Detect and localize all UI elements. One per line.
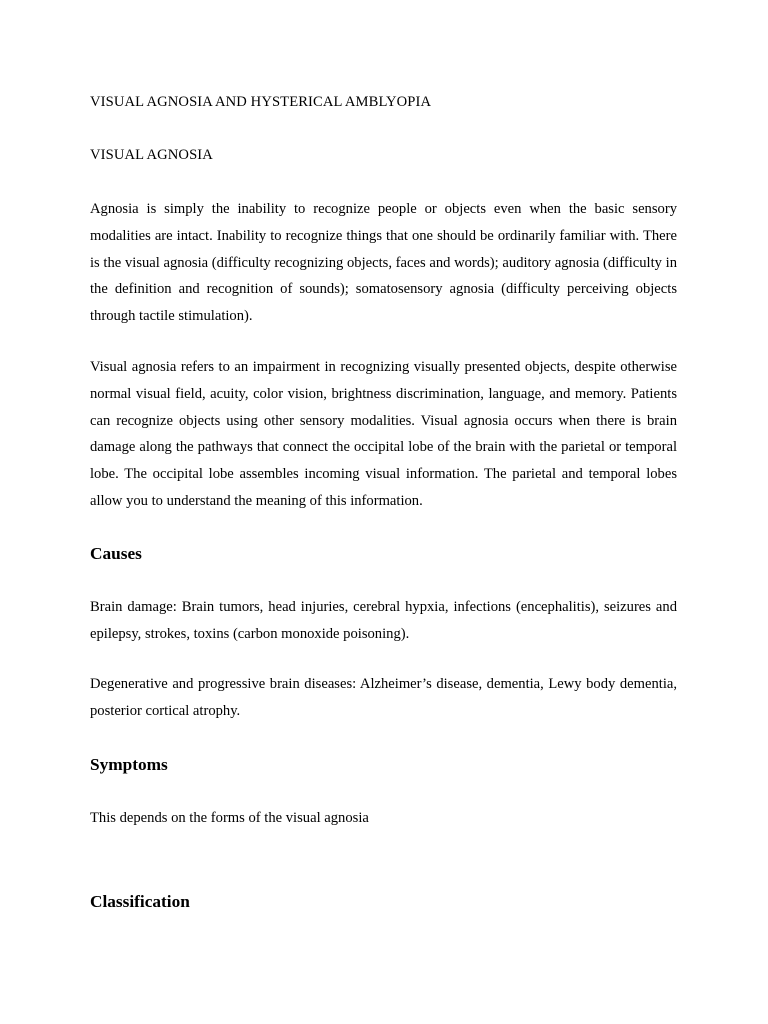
symptoms-text: This depends on the forms of the visual agnosia [90, 810, 369, 826]
classification-heading: Classification [90, 892, 190, 911]
causes-heading: Causes [90, 544, 142, 563]
causes-paragraph-degenerative: Degenerative and progressive brain diseases: Alzheimer’s disease, dementia, Lewy body dementia, posterior cortical atrophy. [90, 676, 677, 719]
causes-paragraph-brain-damage: Brain damage: Brain tumors, head injuries, cerebral hypxia, infections (encephalitis), seizures and epilepsy, strokes, toxins (carbon monoxide poisoning). [90, 599, 677, 642]
symptoms-heading: Symptoms [90, 755, 168, 774]
intro-paragraph-visual-agnosia: Visual agnosia refers to an impairment in recognizing visually presented objects, despite otherwise normal visual field, acuity, color vision, brightness discrimination, language, and memory. Patients can recognize objects using other sensory modalities. Visual agnosia occurs when there is brain damage along the pathways that connect the occipital lobe of the brain with the parietal or temporal lobe. The occipital lobe assembles incoming visual information. The parietal and temporal lobes allow you to understand the meaning of this information. [90, 359, 677, 509]
intro-paragraph-agnosia-definition: Agnosia is simply the inability to recognize people or objects even when the basic sensory modalities are intact. Inability to recognize things that one should be ordinarily familiar with. There is the visual agnosia (difficulty recognizing objects, faces and words); auditory agnosia (difficulty in the definition and recognition of sounds); somatosensory agnosia (difficulty perceiving objects through tactile stimulation). [90, 201, 677, 325]
document-title: VISUAL AGNOSIA AND HYSTERICAL AMBLYOPIA [90, 94, 432, 110]
section-subtitle: VISUAL AGNOSIA [90, 147, 213, 163]
